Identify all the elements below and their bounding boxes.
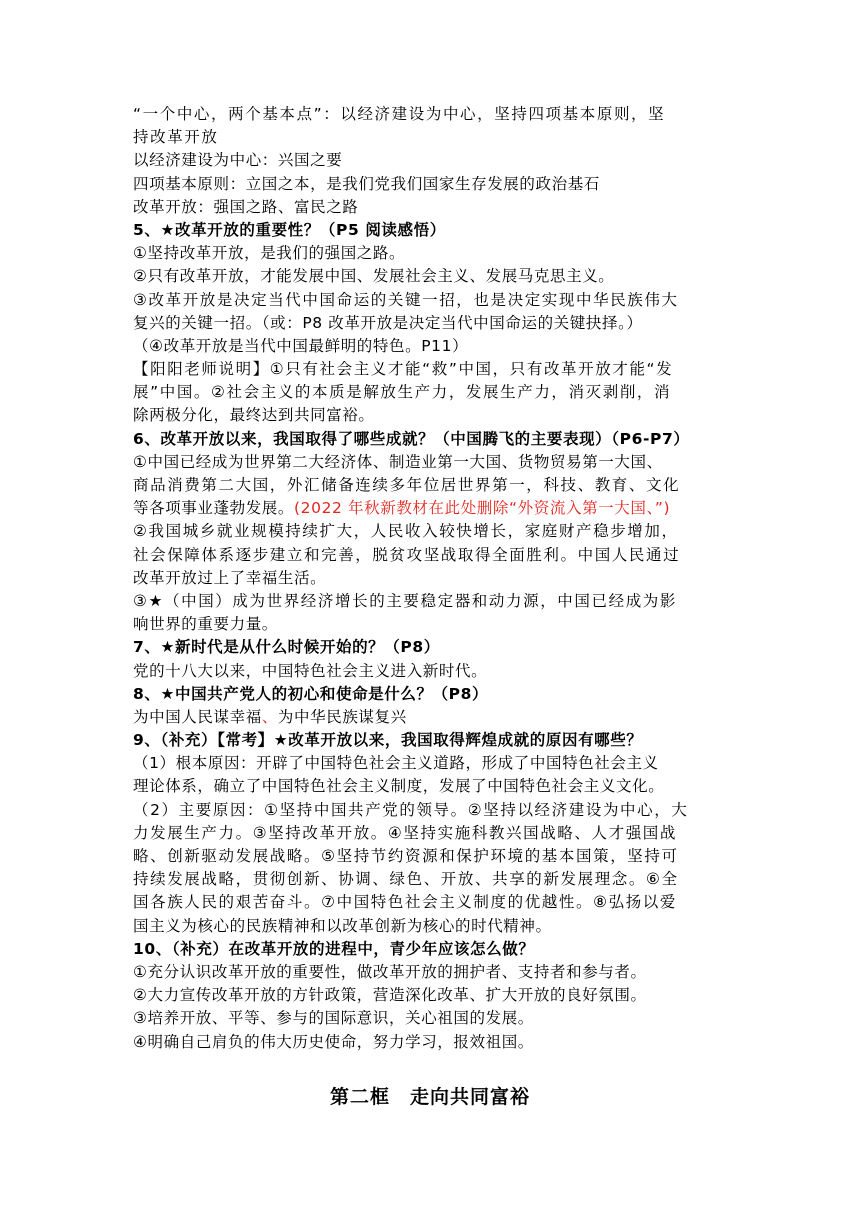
line-text: 5、★改革开放的重要性？（P5 阅读感悟） xyxy=(133,220,446,239)
text-line xyxy=(133,1007,733,1030)
text-line xyxy=(133,404,733,427)
question-heading xyxy=(133,683,733,706)
line-text: 党的十八大以来，中国特色社会主义进入新时代。 xyxy=(133,661,488,680)
text-line xyxy=(133,961,733,984)
text-line xyxy=(133,845,733,868)
question-heading xyxy=(133,219,733,242)
line-text: 10、（补充）在改革开放的进程中，青少年应该怎么做？ xyxy=(133,939,535,958)
line-text: ②我国城乡就业规模持续扩大，人民收入较快增长，家庭财产稳步增加， xyxy=(133,522,679,541)
text-line xyxy=(133,289,733,312)
text-line xyxy=(133,567,733,590)
line-text: “一个中心，两个基本点”：以经济建设为中心，坚持四项基本原则，坚 xyxy=(133,105,666,123)
line-text: 以经济建设为中心：兴国之要 xyxy=(133,151,343,170)
text-line xyxy=(133,752,733,775)
line-text: 商品消费第二大国，外汇储备连续多年位居世界第一，科技、教育、文化 xyxy=(133,476,681,494)
text-line xyxy=(133,984,733,1007)
question-heading xyxy=(133,428,733,451)
line-text: ②只有改革开放，才能发展中国、发展社会主义、发展马克思主义。 xyxy=(133,267,615,286)
line-text: 【阳阳老师说明】①只有社会主义才能“救”中国，只有改革开放才能“发 xyxy=(133,360,674,379)
text-line xyxy=(133,590,733,613)
question-heading xyxy=(133,938,733,961)
line-text: 为中国人民谋幸福 xyxy=(133,707,262,726)
line-text: （1）根本原因：开辟了中国特色社会主义道路，形成了中国特色社会主义 xyxy=(133,754,659,773)
text-line xyxy=(133,1031,733,1054)
text-line xyxy=(133,497,733,520)
text-line xyxy=(133,381,733,404)
text-line xyxy=(133,103,733,126)
text-line xyxy=(133,451,733,474)
section-title: 第二框 走向共同富裕 xyxy=(329,1086,530,1108)
text-line xyxy=(133,312,733,335)
line-text: 持续发展战略，贯彻创新、协调、绿色、开放、共享的新发展理念。⑥全 xyxy=(133,870,679,889)
line-text: 国主义为核心的民族精神和以改革创新为核心的时代精神。 xyxy=(133,916,552,935)
text-line xyxy=(133,335,733,358)
line-text: 响世界的重要力量。 xyxy=(133,615,278,634)
question-heading xyxy=(133,729,733,752)
line-text: 四项基本原则：立国之本，是我们党我们国家生存发展的政治基石 xyxy=(133,174,600,193)
line-text: ①坚持改革开放，是我们的强国之路。 xyxy=(133,244,406,263)
line-text: 改革开放过上了幸福生活。 xyxy=(133,568,327,587)
text-line xyxy=(133,173,733,196)
red-note: 、 xyxy=(261,707,278,726)
line-text: 略、创新驱动发展战略。⑤坚持节约资源和保护环境的基本国策，坚持可 xyxy=(133,847,679,865)
text-line xyxy=(133,868,733,891)
line-text: 力发展生产力。③坚持改革开放。④坚持实施科教兴国战略、人才强国战 xyxy=(133,823,677,842)
text-line xyxy=(133,706,733,729)
line-text: 除两极分化，最终达到共同富裕。 xyxy=(133,406,375,425)
red-note: (2022 年秋新教材在此处删除“外资流入第一大国、”) xyxy=(294,499,671,518)
text-line xyxy=(133,149,733,172)
line-text: 6、改革开放以来，我国取得了哪些成就？（中国腾飞的主要表现）（P6-P7） xyxy=(133,429,690,448)
text-line xyxy=(133,242,733,265)
question-heading xyxy=(133,636,733,659)
line-text: 8、★中国共产党人的初心和使命是什么？（P8） xyxy=(133,684,489,703)
text-line xyxy=(133,474,733,497)
line-text: 理论体系，确立了中国特色社会主义制度，发展了中国特色社会主义文化。 xyxy=(133,777,665,796)
text-line xyxy=(133,358,733,381)
text-line xyxy=(133,915,733,938)
line-text: 9、（补充）【常考】★改革开放以来，我国取得辉煌成就的原因有哪些？ xyxy=(133,731,643,750)
line-text: （2）主要原因：①坚持中国共产党的领导。②坚持以经济建设为中心，大 xyxy=(133,800,689,819)
line-text: ④明确自己肩负的伟大历史使命，努力学习，报效祖国。 xyxy=(133,1032,534,1051)
text-line xyxy=(133,799,733,822)
line-text: ③★（中国）成为世界经济增长的主要稳定器和动力源，中国已经成为影 xyxy=(133,591,677,610)
line-text: ②大力宣传改革开放的方针政策，营造深化改革、扩大开放的良好氛围。 xyxy=(133,986,647,1005)
text-line xyxy=(133,126,733,149)
line-text: ①中国已经成为世界第二大经济体、制造业第一大国、货物贸易第一大国、 xyxy=(133,452,663,471)
line-text: ③改革开放是决定当代中国命运的关键一招，也是决定实现中华民族伟大 xyxy=(133,290,679,309)
text-line xyxy=(133,520,733,543)
line-text: （④改革开放是当代中国最鲜明的特色。P11） xyxy=(133,336,469,355)
line-text: 社会保障体系逐步建立和完善，脱贫攻坚战取得全面胜利。中国人民通过 xyxy=(133,545,681,564)
text-line xyxy=(133,265,733,288)
line-text: 持改革开放 xyxy=(133,128,219,147)
line-text: 展”中国。②社会主义的本质是解放生产力，发展生产力，消灭剥削，消 xyxy=(133,383,672,402)
text-line xyxy=(133,613,733,636)
line-text: 国各族人民的艰苦奋斗。⑦中国特色社会主义制度的优越性。⑧弘扬以爱 xyxy=(133,893,677,912)
line-text: ③培养开放、平等、参与的国际意识，关心祖国的发展。 xyxy=(133,1009,534,1028)
text-line xyxy=(133,660,733,683)
text-line xyxy=(133,822,733,845)
text-line xyxy=(133,544,733,567)
text-line xyxy=(133,891,733,914)
text-line xyxy=(133,196,733,219)
line-text-continued: 为中华民族谋复兴 xyxy=(277,707,407,726)
line-text: 等各项事业蓬勃发展。 xyxy=(133,499,295,518)
line-text: 7、★新时代是从什么时候开始的？（P8） xyxy=(133,638,440,657)
document-body xyxy=(133,103,733,1054)
line-text: 改革开放：强国之路、富民之路 xyxy=(133,197,359,216)
line-text: 复兴的关键一招。（或：P8 改革开放是决定当代中国命运的关键抉择。） xyxy=(133,313,643,332)
text-line xyxy=(133,775,733,798)
line-text: ①充分认识改革开放的重要性，做改革开放的拥护者、支持者和参与者。 xyxy=(133,962,647,981)
